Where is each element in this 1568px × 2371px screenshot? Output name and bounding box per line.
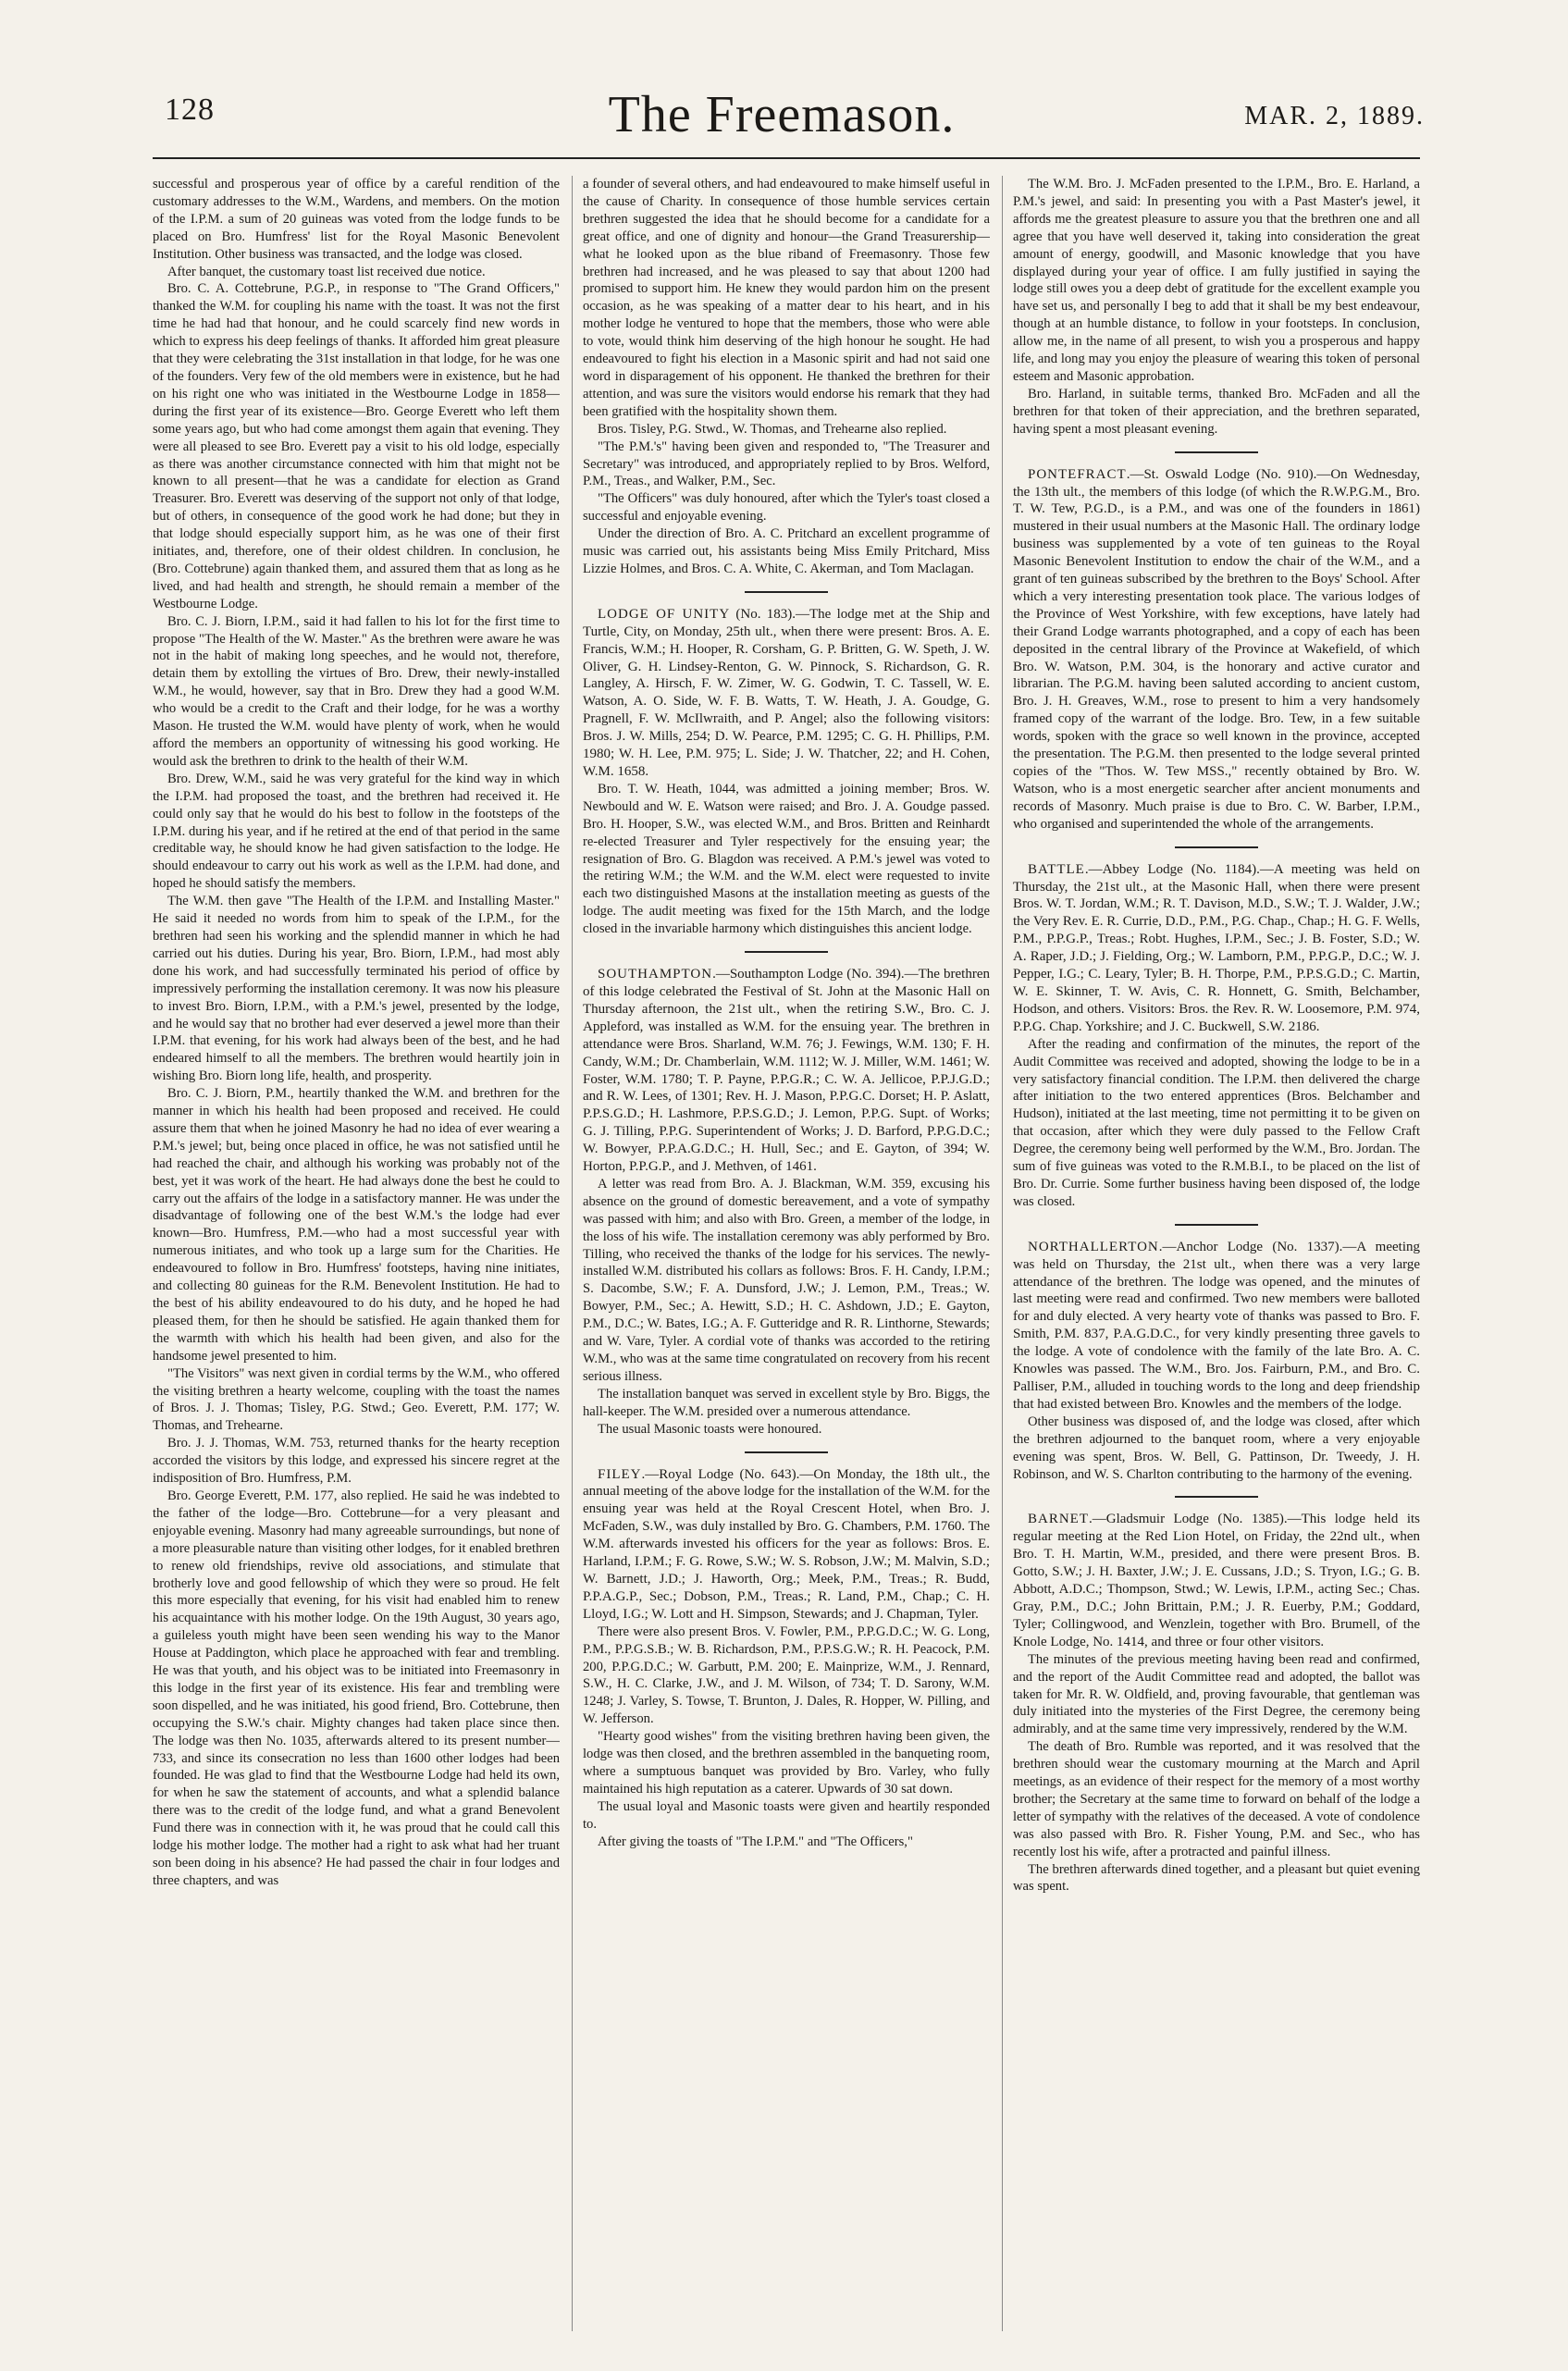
article-paragraph: The usual loyal and Masonic toasts were given and heartily responded to.: [583, 1798, 990, 1832]
article-paragraph: a founder of several others, and had endeavoured to make himself useful in the cause of Charity. In consequence of those humble services certain brethren suggested the idea that he should become for a candidate for a great office, and one of dignity and honour—the Grand Treasurership—what he looked upon as the blue riband of Freemasonry. Those few brethren had increased, and he was pleased to say that about 1200 had promised to support him. He knew they would pardon him on the present occasion, as he was speaking of a matter dear to his heart, and in his mother lodge he ventured to hope that the members, those who were able to vote, would think him deserving of the high honour he sought. He had endeavoured to fight his election in a Masonic spirit and had not said one word in disparagement of his opponent. He thanked the brethren for their attention, and was sure the visitors would endorse his remark that they had been gratified with the hospitality shown them.: [583, 177, 990, 419]
report-text: .—Southampton Lodge (No. 394).—The brethren of this lodge celebrated the Festival of St. John at the Masonic Hall on Thursday afternoon, the 21st ult., when the retiring S.W., Bro. C. J. Appleford, was installed as W.M. for the ensuing year. The brethren in attendance were Bros. Sharland, W.M. 76; J. Fewings, W.M. 130; F. H. Candy, W.M.; Dr. Chamberlain, W.M. 1112; W. J. Miller, W.M. 1461; W. Foster, W.M. 1780; T. P. Payne, P.P.G.R.; C. W. A. Jellicoe, P.P.J.G.D.; and R. W. Lees, of 1301; Rev. H. J. Mason, P.P.G.C. Dorset; H. P. Aslatt, P.P.S.G.D.; H. Lashmore, P.P.S.G.D.; J. Lemon, P.P.G. Supt. of Works; G. J. Tilling, P.P.G. Superintendent of Works; J. D. Barford, P.P.G.D.C.; W. Bowyer, P.P.A.G.D.C.; H. Hull, Sec.; and E. Gayton, of 394; W. Horton, P.P.G.P., and J. Methven, of 1461.: [583, 967, 990, 1175]
article-paragraph: The death of Bro. Rumble was reported, and it was resolved that the brethren should wear the customary mourning at the March and April meetings, as an evidence of their respect for the memory of a most worthy brother; the Secretary at the same time to forward on behalf of the lodge a letter of sympathy with the relatives of the deceased. A vote of condolence was also passed with Bro. R. Fisher Young, P.M. and Sec., who has recently lost his wife, after a protracted and painful illness.: [1013, 1739, 1420, 1859]
article-paragraph: A letter was read from Bro. A. J. Blackman, W.M. 359, excusing his absence on the ground of domestic bereavement, and a vote of sympathy was passed with him; and also with Bro. Green, a member of the lodge, in the loss of his wife. The installation ceremony was ably performed by Bro. Tilling, who received the thanks of the lodge for his services. The newly-installed W.M. distributed his collars as follows: Bros. F. H. Candy, I.P.M.; S. Dacombe, S.W.; F. A. Dunsford, J.W.; J. Lemon, P.M., Treas.; W. Bowyer, P.M., Sec.; A. Hewitt, S.D.; H. C. Ashdown, J.D.; E. Gayton, P.M., D.C.; W. Bates, I.G.; A. F. Gutteridge and R. R. Linthorne, Stewards; and W. Vare, Tyler. A cordial vote of thanks was accorded to the retiring W.M., who was at the same time congratulated on recovery from his recent serious illness.: [583, 1176, 990, 1384]
lodge-report-heading: [1013, 1239, 1420, 1414]
lodge-report-heading: [583, 1466, 990, 1624]
section-divider: [1175, 1224, 1258, 1226]
article-paragraph: Bro. George Everett, P.M. 177, also replied. He said he was indebted to the father of the lodge—Bro. Cottebrune—for a very pleasant and enjoyable evening. Masonry had many agreeable surroundings, but none of a more pleasurable nature than visiting other lodges, for it enabled brethren to renew old friendships, revive old associations, and stimulate that brotherly love and good fellowship of which they were so proud. He felt this more especially that evening, for his visit had enabled him to renew his acquaintance with his mother lodge. On the 19th August, 30 years ago, a guileless youth might have been seen wending his way to the Manor House at Paddington, which place he approached with fear and trembling. He was that youth, and his object was to be initiated into Freemasonry in this lodge in the first year of its existence. His fear and trembling were soon dispelled, and he was initiated, his good friend, Bro. Cottebrune, then occupying the S.W.'s chair. Mighty changes had taken place since then. The lodge was then No. 1035, afterwards altered to its present number—733, and since its consecration no less than 1600 other lodges had been founded. He was glad to find that the Westbourne Lodge had held its own, for when he saw the statement of accounts, and what a splendid balance there was to the credit of the lodge fund, and what a grand Benevolent Fund there was in connection with it, he was proud that he could call this lodge his mother lodge. The mother had a right to ask what had her truant son been doing in his absence? He had passed the chair in four lodges and three chapters, and was: [153, 1488, 560, 1888]
article-paragraph: After the reading and confirmation of the minutes, the report of the Audit Committee was received and adopted, showing the lodge to be in a very satisfactory financial condition. The I.P.M. then delivered the charge after initiation to the two entered apprentices (Bros. Belchamber and Hudson), initiated at the last meeting, time not permitting it to be given on that occasion, after which they were duly passed to the Fellow Craft Degree, the ceremony being well performed by the W.M., Bro. Jordan. The sum of five guineas was voted to the R.M.B.I., to be placed on the list of Bro. Dr. Currie. Some further business having been disposed of, the lodge was closed.: [1013, 1036, 1420, 1209]
section-divider: [745, 951, 828, 953]
article-paragraph: Bro. C. A. Cottebrune, P.G.P., in response to "The Grand Officers," thanked the W.M. for coupling his name with the toast. It was not the first time he had had that honour, and he could scarcely find new words in which to express his deep feelings of thanks. It afforded him great pleasure that they were celebrating the 31st installation in that lodge, for he was one of the founders. Very few of the old members were in existence, but he had on his right one who was initiated in the Westbourne Lodge in 1858—during the first year of its existence—Bro. George Everett who left them some years ago, but who had come amongst them again that evening. They were all pleased to see Bro. Everett pay a visit to his old lodge, especially as there was another circumstance connected with him that might not be known to all present—that he was a candidate for election as Grand Treasurer. Bro. Everett was deserving of the support not only of that lodge, but of others, in consequence of the good work he had done; but they in that lodge should especially support him, as he was one of their first initiates, and, therefore, one of their oldest children. In conclusion, he (Bro. Cottebrune) again thanked them, and assured them that as long as he lived, and had health and strength, he should remain a member of the Westbourne Lodge.: [153, 281, 560, 611]
article-paragraph: Bro. Drew, W.M., said he was very grateful for the kind way in which the I.P.M. had proposed the toast, and the brethren had received it. He could only say that he would do his best to follow in the footsteps of the I.P.M. during his year, and if he retired at the end of that period in the same creditable way, he should know he had given satisfaction to the lodge. He should endeavour to carry out his work as well as the I.P.M. had done, and hoped he should satisfy the members.: [153, 771, 560, 892]
article-paragraph: There were also present Bros. V. Fowler, P.M., P.P.G.D.C.; W. G. Long, P.M., P.P.G.S.B.; W. B. Richardson, P.M., P.P.S.G.W.; R. H. Peacock, P.M. 200, P.P.G.D.C.; W. Garbutt, P.M. 200; E. Mainprize, W.M., J. Rennard, S.W., H. C. Clarke, J.W., and J. M. Wilson, of 734; T. D. Sarony, W.M. 1248; J. Varley, S. Towse, T. Brunton, J. Dales, R. Hopper, W. Pilling, and W. Jefferson.: [583, 1624, 990, 1727]
report-location: LODGE OF UNITY: [598, 606, 731, 622]
column-2: [583, 176, 990, 2340]
masthead: [139, 86, 1425, 157]
report-location: SOUTHAMPTON: [598, 967, 713, 982]
page-number: 128: [165, 93, 215, 127]
report-location: BARNET: [1028, 1512, 1089, 1527]
article-paragraph: The usual Masonic toasts were honoured.: [598, 1421, 822, 1437]
article-paragraph: The W.M. then gave "The Health of the I.P.M. and Installing Master." He said it needed no words from him to speak of the I.P.M., for the brethren had seen his working and the splendid manner in which he had carried out his duties. During his year, Bro. Biorn, I.P.M., had most ably done his work, and had successfully terminated his period of office by impressively performing the installation ceremony. It was now his pleasure to invest Bro. Biorn, I.P.M., with a P.M.'s jewel, presented by the lodge, and he would say that no brother had ever deserved a jewel more than their I.P.M. that evening, for his work had always been of the best, and he had endeared himself to all the members. The brethren would heartily join in wishing Bro. Biorn long life, health, and prosperity.: [153, 894, 560, 1084]
issue-date: MAR. 2, 1889.: [1244, 102, 1425, 130]
masthead-rule: [153, 157, 1420, 159]
section-divider: [1175, 846, 1258, 848]
article-paragraph: The W.M. Bro. J. McFaden presented to the I.P.M., Bro. E. Harland, a P.M.'s jewel, and said: In presenting you with a Past Master's jewel, it affords me the greatest pleasure to assure you that the brethren one and all agree that you have well deserved it, taking into consideration the great amount of energy, goodwill, and Masonic knowledge that you have displayed during your year of office. I am fully justified in saying the lodge still owes you a deep debt of gratitude for the excellent example you have set us, and personally I beg to add that it shall be my best endeavour, though at an humble distance, to follow in your footsteps. In conclusion, allow me, in the name of all present, to wish you a prosperous and happy life, and long may you enjoy the pleasure of wearing this token of personal esteem and Masonic approbation.: [1013, 177, 1420, 384]
article-paragraph: Bros. Tisley, P.G. Stwd., W. Thomas, and Trehearne also replied.: [598, 421, 947, 437]
section-divider: [1175, 451, 1258, 453]
article-paragraph: The minutes of the previous meeting having been read and confirmed, and the report of the Audit Committee read and adopted, the ballot was taken for Mr. R. W. Oldfield, and, proving favourable, that gentleman was duly initiated into the mysteries of the First Degree, the ceremony being admirably, and at the same time very impressively, rendered by the W.M.: [1013, 1651, 1420, 1737]
column-3: [1013, 176, 1420, 2340]
section-divider: [745, 1451, 828, 1453]
lodge-report-heading: [583, 966, 990, 1176]
report-location: FILEY: [598, 1466, 642, 1482]
lodge-report-heading: [583, 606, 990, 781]
column-1: [153, 176, 560, 2340]
article-paragraph: Bro. J. J. Thomas, W.M. 753, returned thanks for the hearty reception accorded the visitors by this lodge, and expressed his sincere regret at the indisposition of Bro. Humfress, P.M.: [153, 1436, 560, 1487]
paper-title: The Freemason.: [608, 86, 956, 143]
report-text: .—Royal Lodge (No. 643).—On Monday, the 18th ult., the annual meeting of the above lodge for the installation of the W.M. for the ensuing year was held at the Royal Crescent Hotel, when Bro. J. McFaden, S.W., was duly installed by Bro. G. Chambers, P.M. 1760. The W.M. afterwards invested his officers for the year as follows: Bros. E. Harland, I.P.M.; F. G. Rowe, S.W.; W. S. Robson, J.W.; M. Malvin, S.D.; W. Barnett, J.D.; J. Haworth, Org.; Meek, P.M., Treas.; R. Budd, P.P.A.G.P., Sec.; Dobson, P.M., Treas.; R. Land, P.M., Chap.; C. H. Lloyd, I.G.; W. Lott and H. Simpson, Stewards; and J. Chapman, Tyler.: [583, 1466, 990, 1622]
article-paragraph: successful and prosperous year of office by a careful rendition of the customary addresses to the W.M., Wardens, and members. On the motion of the I.P.M. a sum of 20 guineas was voted from the lodge funds to be placed on Bro. Humfress' list for the Royal Masonic Benevolent Institution. Other business was transacted, and the lodge was closed.: [153, 177, 560, 262]
report-text: .—Gladsmuir Lodge (No. 1385).—This lodge held its regular meeting at the Red Lion Hotel, on Friday, the 22nd ult., when Bro. T. H. Martin, W.M., presided, and there were present Bros. B. Gotto, S.W.; J. H. Baxter, J.W.; J. E. Cussans, J.D.; S. Tryon, I.G.; G. B. Abbott, A.D.C.; Thompson, Stwd.; W. Lewis, I.P.M., acting Sec.; Chas. Gray, P.M., D.C.; John Brittain, P.M.; J. R. Euerby, P.M.; Goddard, Tyler; Collingwood, and Wenzlein, together with Bro. Brumell, of the Knole Lodge, No. 1414, and three or four other visitors.: [1013, 1512, 1420, 1649]
article-paragraph: Bro. C. J. Biorn, I.P.M., said it had fallen to his lot for the first time to propose "The Health of the W. Master." As the brethren were aware he was not in the habit of making long speeches, and he would not, therefore, detain them by extolling the virtues of Bro. Drew, their newly-installed W.M., he would, however, say that in Bro. Drew they had a good W.M. who would be a credit to the Craft and their lodge, for he was a worthy Mason. He trusted the W.M. would have plenty of work, when he would afford the members an opportunity of witnessing his good working. He would ask the brethren to drink to the health of their W.M.: [153, 613, 560, 769]
article-paragraph: Bro. Harland, in suitable terms, thanked Bro. McFaden and all the brethren for that token of their appreciation, and the brethren separated, having spent a most pleasant evening.: [1013, 386, 1420, 437]
section-divider: [1175, 1496, 1258, 1498]
article-paragraph: Under the direction of Bro. A. C. Pritchard an excellent programme of music was carried out, his assistants being Miss Emily Pritchard, Miss Lizzie Holmes, and Bros. C. A. White, C. Akerman, and Tom Maclagan.: [583, 526, 990, 576]
report-text: .—Anchor Lodge (No. 1337).—A meeting was held on Thursday, the 21st ult., when there was a very large attendance of the brethren. The lodge was opened, and the minutes of last meeting were read and confirmed. Two new members were balloted for and duly elected. A very hearty vote of thanks was passed to Bro. F. Smith, P.M. 837, P.A.G.D.C., for very kindly presenting three gavels to the lodge. A vote of condolence with the family of the late Bro. A. C. Knowles was passed. The W.M., Bro. Jos. Fairburn, P.M., and Bro. C. Palliser, P.M., alluded in touching words to the long and deep friendship that had existed between Bro. Knowles and the members of the lodge.: [1013, 1239, 1420, 1412]
section-divider: [745, 591, 828, 593]
report-text: .—St. Oswald Lodge (No. 910).—On Wednesday, the 13th ult., the members of this lodge (of which the R.W.P.G.M., Bro. T. W. Tew, P.G.D., is a P.M., and was one of the founders in 1861) mustered in their usual numbers at the Masonic Hall. The ordinary lodge business was supplemented by a vote of ten guineas to the Royal Masonic Benevolent Institution to endow the chair of the W.M., and a grant of ten guineas subscribed by the brethren to the Boys' School. After which a very interesting presentation took place. The various lodges of the Province of West Yorkshire, with few exceptions, have lately had their Grand Lodge warrants photographed, and a copy of each has been deposited in the central library of the Province at Wakefield, of which Bro. W. Watson, P.M. 304, is the honorary and active curator and librarian. The P.G.M. having been saluted according to ancient custom, Bro. J. H. Greaves, W.M., rose to present to him a very handsomely framed copy of the warrant of the lodge. Bro. Tew, in a few suitable words, spoken with the grace so well known in the province, accepted the presentation. The P.G.M. then presented to the lodge several printed copies of the "Thos. W. Tew MSS.," recently obtained by Bro. W. Watson, who is a most energetic searcher after ancient monuments and records of Masonry. Much praise is due to Bro. C. W. Barber, I.P.M., who organised and superintended the whole of the arrangements.: [1013, 466, 1420, 832]
lodge-report-heading: [1013, 466, 1420, 834]
report-text: (No. 183).—The lodge met at the Ship and Turtle, City, on Monday, 25th ult., when there were present: Bros. A. E. Francis, W.M.; H. Hooper, R. Corsham, G. P. Britten, G. W. Speth, J. W. Oliver, G. H. Lindsey-Renton, G. W. Pinnock, S. Richardson, G. R. Langley, A. Hirsch, F. W. Zimer, W. G. Godwin, T. C. Tassell, W. E. Watson, A. O. Side, W. F. B. Watts, T. W. Heath, J. A. Goudge, G. Pragnell, F. W. McIlwraith, and P. Angel; also the following visitors: Bros. J. W. Mills, 254; D. W. Pearce, P.M. 1295; C. G. H. Phillips, P.M. 1980; W. H. Lee, P.M. 975; L. Side; J. W. Thatcher, 22; and H. Cohen, W.M. 1658.: [583, 606, 990, 779]
article-paragraph: Other business was disposed of, and the lodge was closed, after which the brethren adjourned to the banquet room, where a very enjoyable evening was spent, Bros. W. Bell, G. Pattinson, Dr. Tweedy, J. H. Robinson, and W. S. Charlton contributing to the harmony of the evening.: [1013, 1414, 1420, 1482]
column-divider: [572, 176, 573, 2331]
column-divider: [1002, 176, 1003, 2331]
article-paragraph: The installation banquet was served in excellent style by Bro. Biggs, the hall-keeper. The W.M. presided over a numerous attendance.: [583, 1386, 990, 1419]
article-paragraph: "The P.M.'s" having been given and responded to, "The Treasurer and Secretary" was introduced, and appropriately replied to by Bros. Welford, P.M., Treas., and Walker, P.M., Sec.: [583, 438, 990, 489]
lodge-report-heading: [1013, 1511, 1420, 1650]
report-location: PONTEFRACT: [1028, 466, 1127, 482]
article-paragraph: After banquet, the customary toast list received due notice.: [167, 264, 486, 279]
article-paragraph: The brethren afterwards dined together, and a pleasant but quiet evening was spent.: [1013, 1861, 1420, 1895]
lodge-report-heading: [1013, 861, 1420, 1036]
article-paragraph: "Hearty good wishes" from the visiting brethren having been given, the lodge was then closed, and the brethren assembled in the banqueting room, where a sumptuous banquet was provided by Bro. Varley, who fully maintained his high reputation as a caterer. Upwards of 30 sat down.: [583, 1729, 990, 1797]
article-paragraph: Bro. C. J. Biorn, P.M., heartily thanked the W.M. and brethren for the manner in which his health had been proposed and received. He could assure them that when he joined Masonry he had no idea of ever wearing a P.M.'s jewel; but, being once placed in office, he was not satisfied until he had reached the chair, and although his working was probably not of the best, yet it was work of the heart. He had always done the best he could to carry out the affairs of the lodge in a satisfactory manner. He was under the disadvantage of following one of the best W.M.'s the lodge had ever known—Bro. Humfress, P.M.—who had a most successful year with numerous initiates, and who took up a large sum for the Charities. He endeavoured to follow in Bro. Humfress' footsteps, having nine initiates, and collecting 80 guineas for the R.M. Benevolent Institution. He had to the best of his ability endeavoured to do his duty, and he hoped he had pleased them, for then he should be satisfied. He again thanked them for the warmth with which his health had been given, and also for the handsome jewel presented to him.: [153, 1086, 560, 1364]
article-paragraph: Bro. T. W. Heath, 1044, was admitted a joining member; Bros. W. Newbould and W. E. Watson were raised; and Bro. J. A. Goudge passed. Bro. H. Hooper, S.W., was elected W.M., and Bros. Britten and Reinhardt re-elected Treasurer and Tyler respectively for the ensuing year; the resignation of Bro. G. Blagdon was received. A P.M.'s jewel was voted to the retiring W.M.; the W.M. and the W.M. elect were requested to invite each two distinguished Masons at the installation meeting as guests of the lodge. The audit meeting was fixed for the 15th March, and the lodge closed in the invariable harmony which distinguishes this ancient lodge.: [583, 781, 990, 937]
report-location: BATTLE: [1028, 861, 1085, 877]
article-paragraph: "The Officers" was duly honoured, after which the Tyler's toast closed a successful and enjoyable evening.: [583, 491, 990, 525]
article-paragraph: "The Visitors" was next given in cordial terms by the W.M., who offered the visiting brethren a hearty welcome, coupling with the toast the names of Bros. J. J. Thomas; Tisley, P.G. Stwd.; Geo. Everett, P.M. 177; W. Thomas, and Trehearne.: [153, 1365, 560, 1434]
report-text: .—Abbey Lodge (No. 1184).—A meeting was held on Thursday, the 21st ult., at the Masonic Hall, when there were present Bros. W. T. Jordan, W.M.; R. T. Davison, M.D., S.W.; T. J. Walder, J.W.; the Very Rev. E. R. Currie, D.D., P.M., P.G. Chap., Chap.; H. G. F. Wells, P.M., P.P.G.P., Treas.; Robt. Hughes, I.P.M., Sec.; J. B. Foster, S.D.; W. A. Raper, J.D.; J. Fielding, Org.; W. Lamborn, P.M., P.P.G.P., D.C.; W. J. Pepper, I.G.; C. Leary, Tyler; B. H. Thorpe, P.M., P.P.S.G.D.; C. Martin, W. E. Skinner, T. W. Avis, C. R. Honnett, G. Smith, Belchamber, Hodson, and others. Visitors: Bros. the Rev. R. W. Loosemore, P.M. 974, P.P.G. Chap. Yorkshire; and J. C. Buckwell, S.W. 2186.: [1013, 861, 1420, 1034]
report-location: NORTHALLERTON: [1028, 1239, 1159, 1254]
article-paragraph: After giving the toasts of "The I.P.M." and "The Officers,": [598, 1834, 913, 1849]
